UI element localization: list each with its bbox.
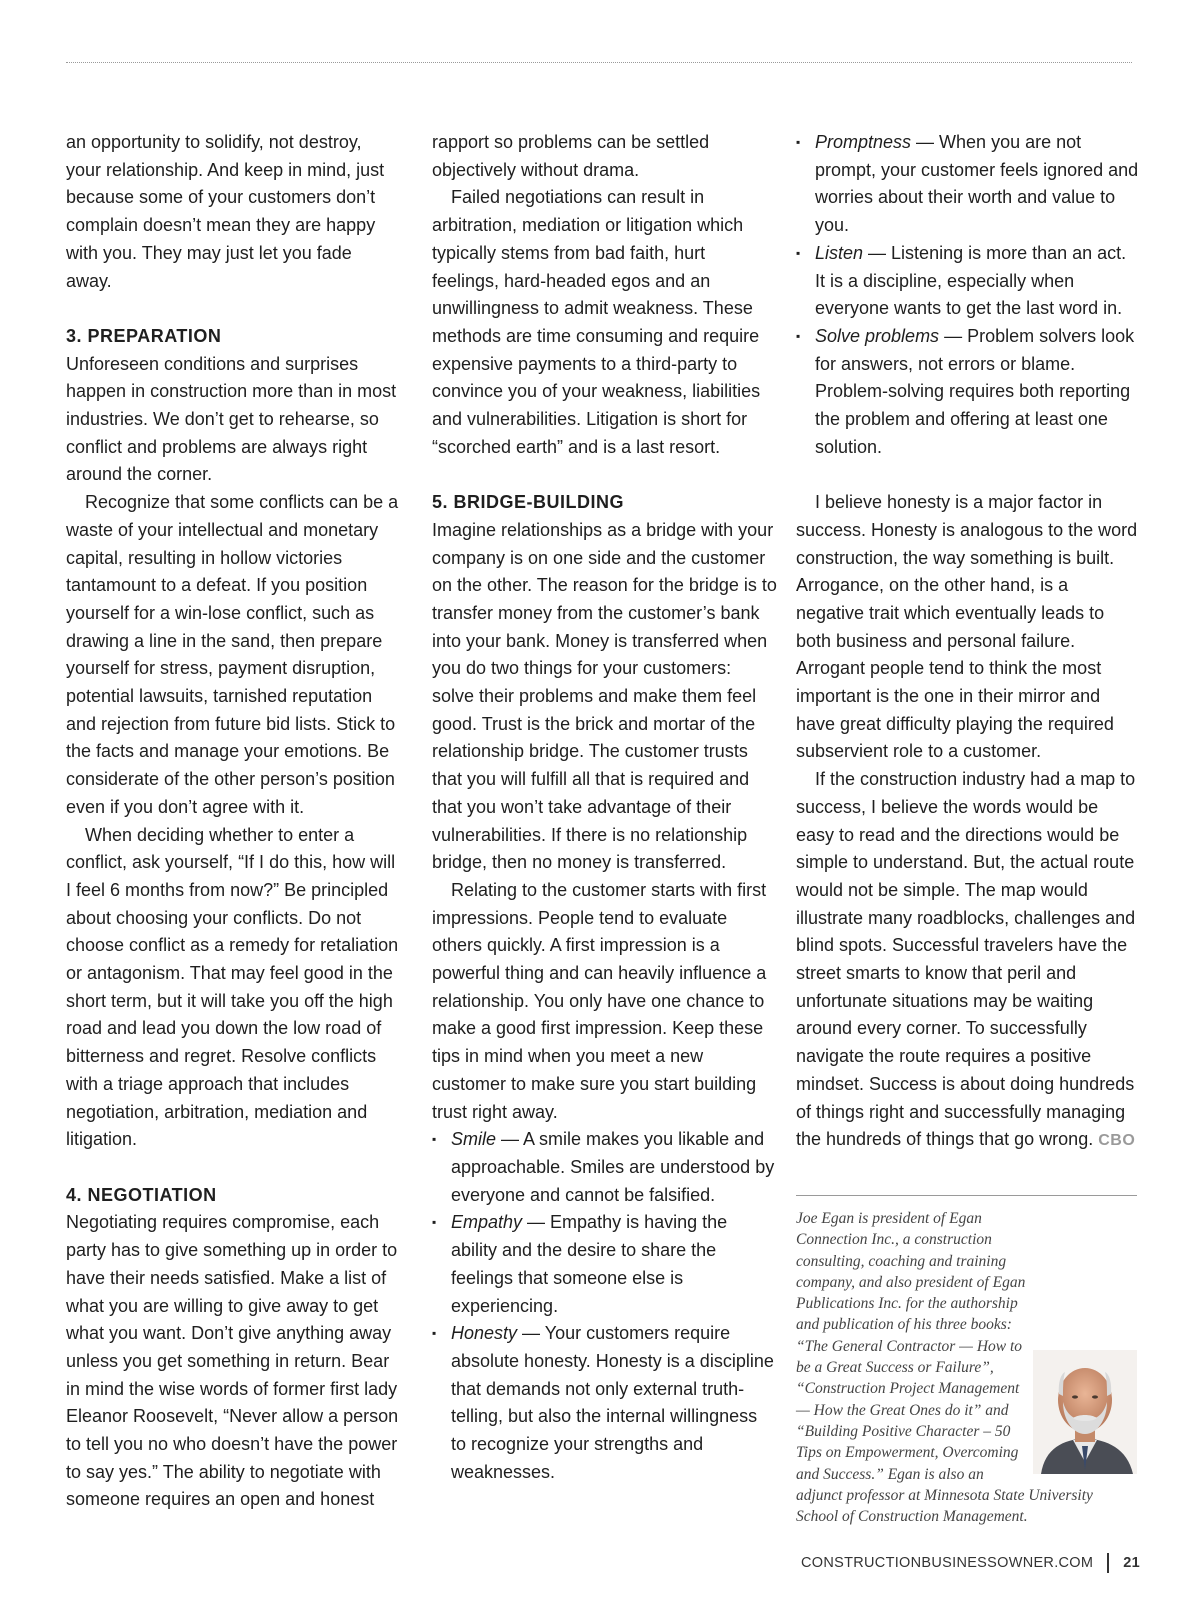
paragraph-text: If the construction industry had a map to success, I believe the words would be easy to read and the directions would be simple to understand. But, the actual route would not be simple. The map would illustrate many roadblocks, challenges and blind spots. Successful travelers have the street smarts to know that peril and unfortunate situations may be waiting around every corner. To successfully navigate the route requires a positive mindset. Success is about doing hundreds of things right and successfully managing the hundreds of things that go wrong.	[796, 769, 1136, 1150]
tip-text: — Your customers require absolute honesty. Honesty is a discipline that demands not only external truth-telling, but also the internal willingness to recognize your strengths and weaknesses.	[451, 1323, 774, 1482]
section-heading-bridge-building: 5. BRIDGE-BUILDING	[432, 492, 625, 513]
tips-list-continued	[796, 129, 1141, 461]
section-heading-preparation: 3. PREPARATION	[66, 325, 222, 346]
page-footer	[801, 1553, 1140, 1573]
tip-term: Listen	[815, 242, 864, 263]
bio-divider	[796, 1195, 1137, 1196]
column-2	[432, 129, 777, 1486]
column-3	[796, 129, 1141, 1155]
header-rule	[66, 62, 1132, 63]
bullet-icon: ▪	[432, 1215, 437, 1230]
paragraph-final	[796, 766, 1141, 1155]
end-mark: CBO	[1098, 1132, 1136, 1150]
bullet-icon: ▪	[796, 328, 801, 343]
bullet-icon: ▪	[796, 135, 801, 149]
paragraph: an opportunity to solidify, not destroy, your relationship. And keep in mind, just because some of your customers don’t complain doesn’t mean they are happy with you. They may just let you fade away.	[66, 132, 385, 291]
section-heading-negotiation: 4. NEGOTIATION	[66, 1184, 217, 1205]
tip-term: Solve problems	[815, 325, 940, 346]
list-item	[796, 129, 1141, 240]
tip-term: Empathy	[451, 1212, 523, 1233]
tip-text: — A smile makes you likable and approachable. Smiles are understood by everyone and cannot be falsified.	[451, 1129, 775, 1205]
footer-divider	[1107, 1553, 1109, 1573]
tip-text: — Empathy is having the ability and the desire to share the feelings that someone else is experiencing.	[451, 1212, 728, 1316]
tip-term: Promptness	[815, 132, 912, 152]
list-item	[432, 1209, 777, 1320]
paragraph: Unforeseen conditions and surprises happen in construction more than in most industries. We don’t get to rehearse, so conflict and problems are always right around the corner.	[66, 353, 397, 485]
bullet-icon: ▪	[796, 245, 801, 260]
paragraph: Relating to the customer starts with first impressions. People tend to evaluate others quickly. A first impression is a powerful thing and can heavily influence a relationship. You only have one chance to make a good first impression. Keep these tips in mind when you meet a new customer to make sure you start building trust right away.	[432, 879, 767, 1122]
tip-text: — Problem solvers look for answers, not errors or blame. Problem-solving requires both reporting the problem and offering at least one solution.	[815, 325, 1135, 457]
paragraph: Recognize that some conflicts can be a waste of your intellectual and monetary capital, resulting in hollow victories tantamount to a defeat. If you position yourself for a win-lose conflict, such as drawing a line in the sand, then prepare yourself for stress, payment disruption, potential lawsuits, tarnished reputation and rejection from future bid lists. Stick to the facts and manage your emotions. Be considerate of the other person’s position even if you don’t agree with it.	[66, 492, 399, 817]
page-number: 21	[1123, 1555, 1140, 1571]
paragraph: Negotiating requires compromise, each party has to give something up in order to have their needs satisfied. Make a list of what you are willing to give away to get what you want. Don’t give anything away unless you get something in return. Bear in mind the wise words of former first lady Eleanor Roosevelt, “Never allow a person to tell you no who doesn’t have the power to say yes.” The ability to negotiate with someone requires an open and honest	[66, 1212, 399, 1510]
tips-list	[432, 1126, 777, 1486]
author-photo	[1033, 1350, 1137, 1474]
bullet-icon: ▪	[432, 1326, 437, 1341]
bullet-icon: ▪	[432, 1132, 437, 1147]
column-1	[66, 129, 401, 1514]
paragraph: When deciding whether to enter a conflict, ask yourself, “If I do this, how will I feel 6 months from now?” Be principled about choosing your conflicts. Do not choose conflict as a remedy for retaliation or antagonism. That may feel good in the short term, but it will take you off the high road and lead you down the low road of bitterness and regret. Resolve conflicts with a triage approach that includes negotiation, arbitration, mediation and litigation.	[66, 824, 399, 1150]
list-item	[796, 240, 1141, 323]
paragraph: Imagine relationships as a bridge with your company is on one side and the customer on the other. The reason for the bridge is to transfer money from the customer’s bank into your bank. Money is transferred when you do two things for your customers: solve their problems and make them feel good. Trust is the brick and mortar of the relationship bridge. The customer trusts that you will fulfill all that is required and that you won’t take advantage of their vulnerabilities. If there is no relationship bridge, then no money is transferred.	[432, 519, 777, 873]
paragraph: rapport so problems can be settled objectively without drama.	[432, 132, 710, 180]
tip-text: — Listening is more than an act. It is a discipline, especially when everyone wants to get the last word in.	[815, 242, 1127, 319]
footer-site-link[interactable]: CONSTRUCTIONBUSINESSOWNER.COM	[801, 1555, 1094, 1571]
list-item	[432, 1126, 777, 1209]
list-item	[796, 323, 1141, 462]
list-item	[432, 1320, 777, 1486]
author-portrait-icon	[1033, 1350, 1137, 1474]
tip-term: Smile	[451, 1129, 497, 1150]
paragraph: Failed negotiations can result in arbitration, mediation or litigation which typically stems from bad faith, hurt feelings, hard-headed egos and an unwillingness to admit weakness. These methods are time consuming and require expensive payments to a third-party to convince you of your weakness, liabilities and vulnerabilities. Litigation is short for “scorched earth” and is a last resort.	[432, 187, 761, 457]
tip-text: — When you are not prompt, your customer feels ignored and worries about their worth and value to you.	[815, 132, 1139, 236]
author-bio	[796, 1208, 1137, 1527]
bio-text: Joe Egan is president of Egan Connection Inc., a construction consulting, coaching and training company, and also president of Egan Publications Inc. for the authorship and publication of his three books: “The General Contractor — How to be a Great Success or Failure”, “Construction Project Management — How the Great Ones do it” and “Building Positive Character – 50 Tips on Empowerment, Overcoming and Success.” Egan is also an adjunct professor at Minnesota State University School of Construction Management.	[796, 1210, 1093, 1526]
paragraph: I believe honesty is a major factor in success. Honesty is analogous to the word construction, the way something is built. Arrogance, on the other hand, is a negative trait which eventually leads to both business and personal failure. Arrogant people tend to think the most important is the one in their mirror and have great difficulty playing the required subservient role to a customer.	[796, 492, 1138, 762]
tip-term: Honesty	[451, 1323, 518, 1344]
